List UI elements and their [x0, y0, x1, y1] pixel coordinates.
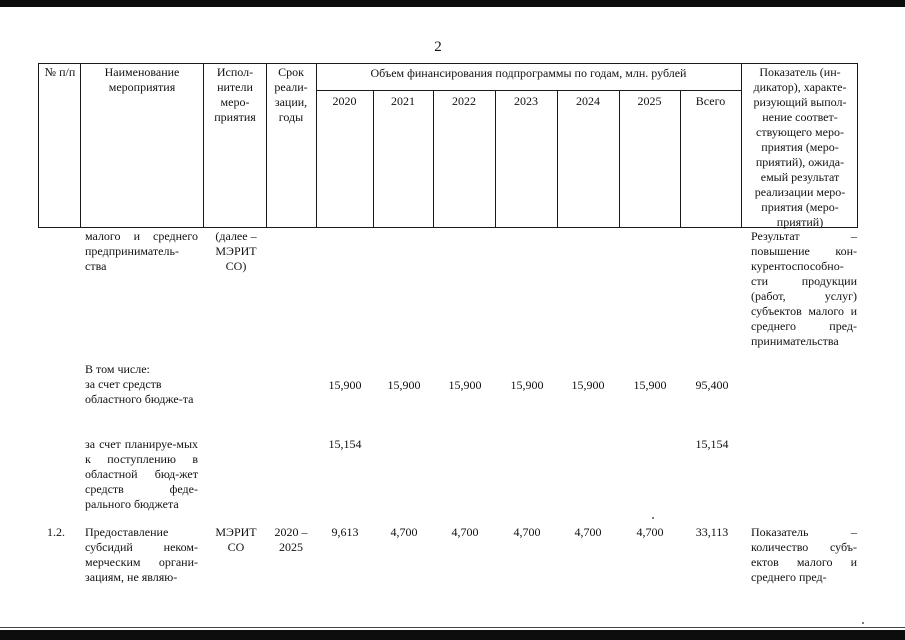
header-year-2023: 2023: [514, 94, 538, 108]
row-1-2-2021: 4,700: [390, 525, 418, 539]
row-1-2-indicator: Показатель – количество субъ-ектов малого и среднего пред-: [751, 525, 857, 584]
header-year-2022: 2022: [452, 94, 476, 108]
header-name: Наименование мероприятия: [104, 65, 180, 94]
header-year-2025: 2025: [637, 94, 662, 108]
row-1-2-2024: 4,700: [574, 525, 602, 539]
federal-budget-name: за счет планируе-мых к поступлению в областной бюд-жет средств феде-рального бюджета: [85, 437, 198, 511]
row-1-2-2025: 4,700: [636, 525, 664, 539]
header-year-2024: 2024: [576, 94, 600, 108]
header-financing: Объем финансирования подпрограммы по годам, млн. рублей: [370, 66, 687, 80]
regional-budget-name: за счет средств областного бюдже-та: [85, 377, 194, 406]
federal-2020: 15,154: [328, 437, 362, 451]
header-year-2021: 2021: [391, 94, 415, 108]
header-total: Всего: [695, 94, 726, 108]
scan-speck: [652, 517, 654, 519]
regional-2021: 15,900: [387, 378, 421, 392]
regional-2023: 15,900: [510, 378, 544, 392]
header-num: № п/п: [44, 65, 76, 79]
header-indicator: Показатель (ин-дикатор), характе-ризующий выпол-нение соответ-ствующего меро-приятия (меро-приятий), ожида-емый результат реализации меро-приятия (меро-приятий): [753, 65, 847, 229]
row-1-2-num: 1.2.: [47, 525, 65, 539]
row-1-2-total: 33,113: [695, 525, 729, 539]
header-period: Срок реали-зации, годы: [274, 65, 308, 124]
row-1-2-2023: 4,700: [513, 525, 541, 539]
including-label: В том числе:: [85, 362, 150, 376]
page-number: 2: [434, 39, 442, 55]
row-1-2-2020: 9,613: [331, 525, 359, 539]
row-1-2-period: 2020 – 2025: [274, 525, 308, 554]
row-1-2-name: Предоставление субсидий неком-мерческим органи-зациям, не являю-: [85, 525, 198, 584]
scan-speck: [862, 622, 864, 624]
regional-2020: 15,900: [328, 378, 362, 392]
continuation-executor: (далее – МЭРИТ СО): [215, 229, 257, 273]
row-1-2-executor: МЭРИТ СО: [215, 525, 257, 554]
header-year-2020: 2020: [332, 94, 357, 108]
header-executors: Испол-нители меро-приятия: [214, 65, 256, 124]
federal-total: 15,154: [695, 437, 729, 451]
continuation-result: Результат – повышение кон-курентоспособно-сти продукции (работ, услуг) субъектов малого и среднего пред-принимательства: [751, 229, 857, 348]
regional-2024: 15,900: [571, 378, 605, 392]
continuation-name: малого и среднего предприниматель-ства: [85, 229, 198, 273]
scan-top-border: [0, 0, 905, 7]
regional-total: 95,400: [695, 378, 729, 392]
regional-2022: 15,900: [448, 378, 482, 392]
scan-bottom-border: [0, 630, 905, 640]
regional-2025: 15,900: [633, 378, 667, 392]
row-1-2-2022: 4,700: [451, 525, 479, 539]
